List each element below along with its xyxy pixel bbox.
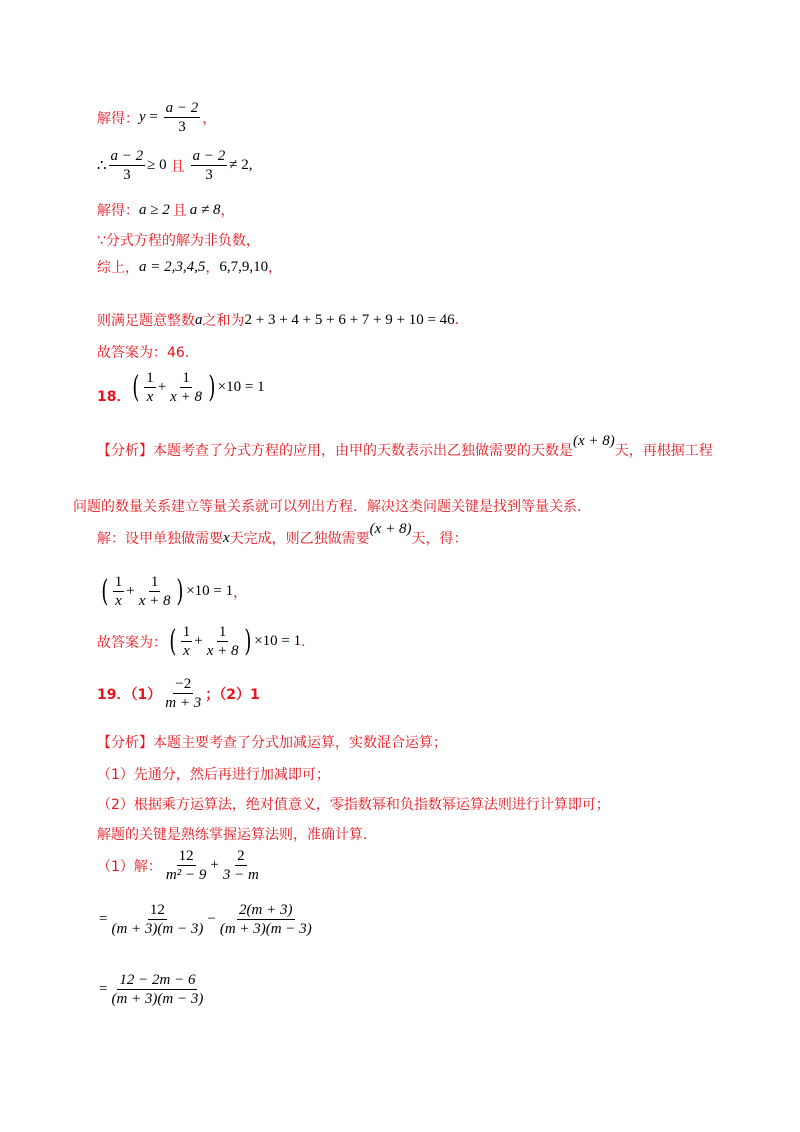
fraction: $\frac{a - 2}{3}$ bbox=[165, 100, 199, 135]
equation-18: ( $\frac{1}{x}$ + $\frac{1}{x + 8}$ ) ×10 = 1 ， bbox=[101, 574, 248, 609]
analysis-18-p1: 【分析】本题考查了分式方程的应用，由甲的天数表示出乙独做需要的天数是 (x + 8) 天，再根据工程 bbox=[97, 432, 713, 459]
line-solve-a: 解得： a ≥ 2 且 a ≠ 8 ， bbox=[97, 201, 235, 219]
analysis-18-p2: 问题的数量关系建立等量关系就可以列出方程．解决这类问题关键是找到等量关系． bbox=[73, 499, 591, 515]
solution-19-start: （1）解： $\frac{12}{\text{m² − 9}}$ + $\frac{2}{3 - m}$ bbox=[97, 848, 259, 883]
question-number: 19．（1） bbox=[97, 686, 162, 703]
fraction: $\frac{12 - 2m - 6}{(m + 3)(m - 3)}$ bbox=[111, 972, 204, 1007]
fraction: $\frac{1}{x + 8}$ bbox=[206, 624, 239, 659]
fraction: $\frac{1}{x}$ bbox=[114, 574, 123, 609]
fraction: $\frac{a - 2}{3}$ bbox=[192, 148, 226, 183]
fraction: $\frac{2(m + 3)}{(m + 3)(m - 3)}$ bbox=[219, 902, 312, 937]
fraction: $\frac{12}{(m + 3)(m - 3)}$ bbox=[111, 902, 204, 937]
analysis-19-p3: （2）根据乘方运算法，绝对值意义，零指数幂和负指数幂运算法则进行计算即可； bbox=[97, 797, 610, 813]
fraction: $\frac{a - 2}{3}$ bbox=[110, 148, 144, 183]
line-sum: 则满足题意整数 a 之和为 2 + 3 + 4 + 5 + 6 + 7 + 9 + 10 = 46 . bbox=[97, 311, 460, 329]
analysis-19-p1: 【分析】本题主要考查了分式加减运算，实数混合运算； bbox=[97, 735, 447, 751]
line-summary: 综上， a = 2,3,4,5 ， 6,7,9,10 ， bbox=[97, 258, 283, 276]
line-solve-y: 解得： y = $\frac{a - 2}{3}$ ， bbox=[97, 100, 217, 135]
fraction: $\frac{1}{x}$ bbox=[182, 624, 191, 659]
var-y: y bbox=[139, 109, 146, 125]
fraction: $\frac{1}{x + 8}$ bbox=[170, 369, 202, 405]
analysis-19-p4: 解题的关键是熟练掌握运算法则，准确计算． bbox=[97, 827, 377, 843]
solution-18-setup: 解：设甲单独做需要 x 天完成，则乙独做需要 (x + 8) 天，得： bbox=[97, 520, 468, 547]
line-condition: ∴ $\frac{a - 2}{3}$ ≥ 0 且 $\frac{a - 2}{3}$ ≠ 2, bbox=[97, 148, 253, 183]
analysis-19-p2: （1）先通分，然后再进行加减即可； bbox=[97, 767, 330, 783]
answer-18-line: 18． ( $\frac{1}{x}$ + $\frac{1}{x + 8}$ ) ×10 = 1 bbox=[97, 369, 265, 405]
question-number: 18． bbox=[97, 389, 131, 405]
label-solve: 解得： bbox=[97, 110, 139, 127]
solution-19-step1: = $\frac{12}{(m + 3)(m - 3)}$ − $\frac{2(m + 3)}{(m + 3)(m - 3)}$ bbox=[99, 902, 312, 937]
answer-17: 故答案为：46. bbox=[97, 345, 190, 361]
fraction: $\frac{-2}{m + 3}$ bbox=[165, 676, 202, 711]
fraction: $\frac{1}{x + 8}$ bbox=[138, 574, 171, 609]
solution-19-step2: = $\frac{12 - 2m - 6}{(m + 3)(m - 3)}$ bbox=[99, 972, 204, 1007]
fraction: $\frac{1}{x}$ bbox=[146, 369, 154, 405]
answer-18-final: 故答案为： ( $\frac{1}{x}$ + $\frac{1}{x + 8}$ ) ×10 = 1 . bbox=[97, 624, 306, 659]
fraction: $\frac{2}{3 - m}$ bbox=[222, 848, 259, 883]
fraction: $\frac{12}{\text{m² − 9}}$ bbox=[165, 848, 207, 883]
answer-19-line: 19．（1） $\frac{-2}{m + 3}$ ；（2）1 bbox=[97, 676, 260, 711]
line-nonneg: ∵分式方程的解为非负数， bbox=[97, 233, 260, 249]
